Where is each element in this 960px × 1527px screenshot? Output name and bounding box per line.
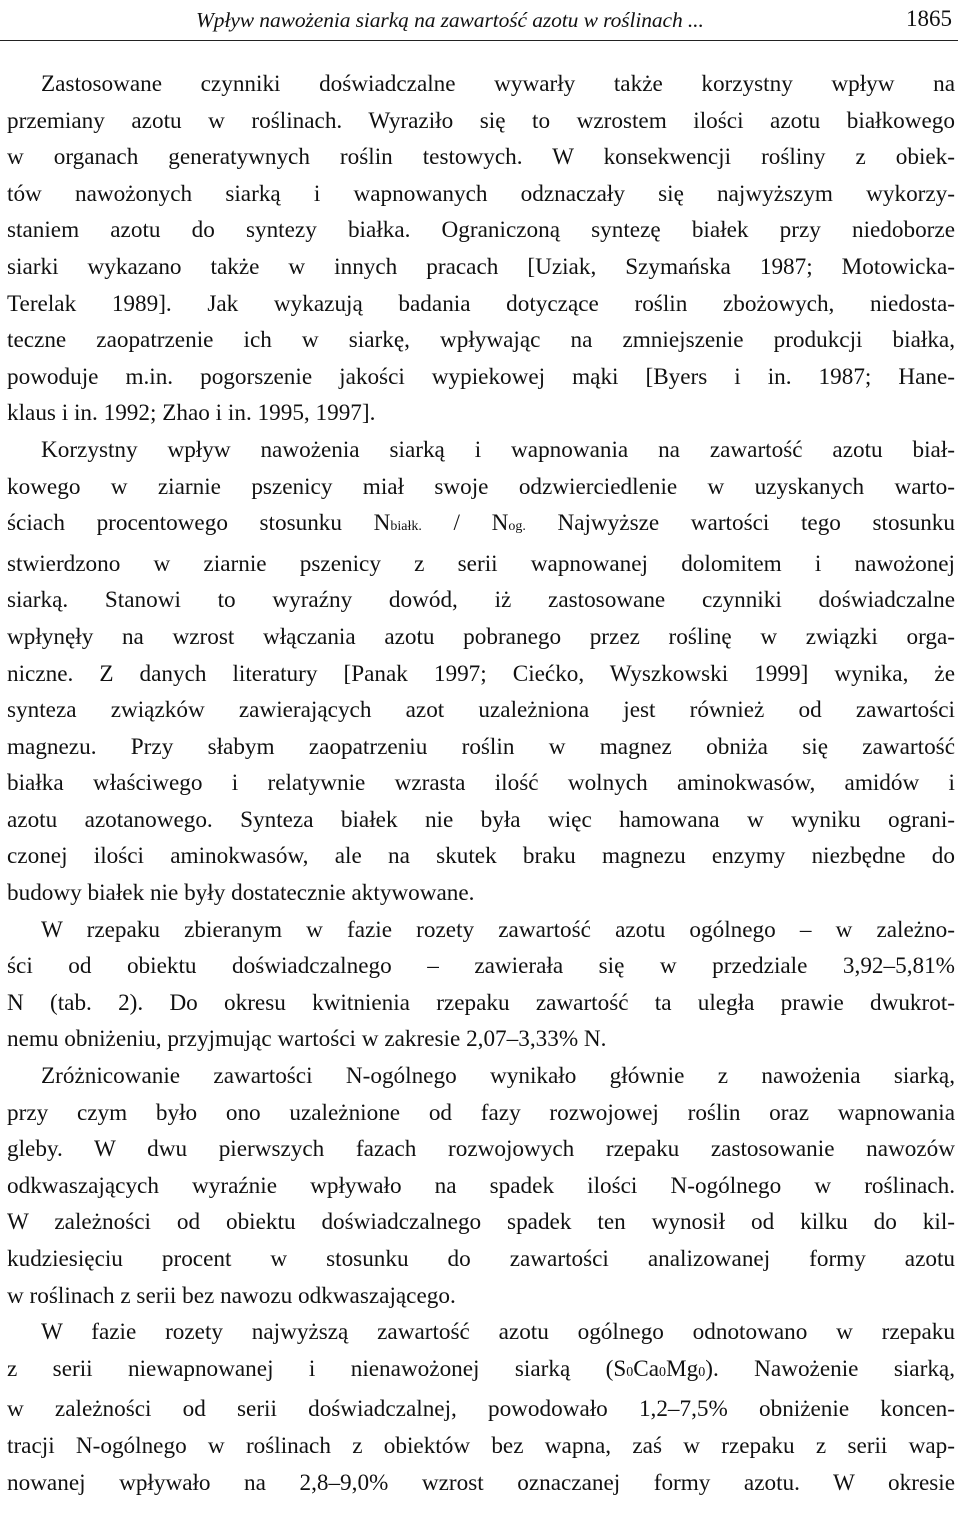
text-line: nemu obniżeniu, przyjmując wartości w zakresie 2,07–3,33% N. (7, 1026, 607, 1053)
text-line: tów nawożonych siarką i wapnowanych odznaczały się najwyższym wykorzy- (7, 180, 955, 207)
text-line: wpłynęły na wzrost włączania azotu pobranego przez roślinę w związki orga- (7, 623, 955, 650)
page-number: 1865 (906, 6, 952, 31)
text-line: synteza związków zawierających azot uzależniona jest również od zawartości (7, 697, 955, 724)
ratio-subscript-protein: białk. (390, 519, 422, 535)
text-line: Zastosowane czynniki doświadczalne wywarły także korzystny wpływ na (41, 71, 955, 97)
ratio-line-after: Najwyższe wartości tego stosunku (525, 510, 955, 537)
running-title: Wpływ nawożenia siarką na zawartość azotu w roślinach ... (196, 8, 704, 32)
text-line: gleby. W dwu pierwszych fazach rozwojowych rzepaku zastosowanie nawozów (7, 1136, 955, 1163)
text-line: odkwaszających wyraźnie wpływało na spadek ilości N-ogólnego w roślinach. (7, 1172, 955, 1199)
text-line: ści od obiektu doświadczalnego – zawierała się w przedziale 3,92–5,81% (7, 953, 955, 980)
text-line: przemiany azotu w roślinach. Wyraziło się to wzrostem ilości azotu białkowego (7, 107, 955, 134)
text-line: powoduje m.in. pogorszenie jakości wypiekowej mąki [Byers i in. 1987; Hane- (7, 363, 955, 390)
text-line: N (tab. 2). Do okresu kwitnienia rzepaku zawartość ta uległa prawie dwukrot- (7, 989, 955, 1016)
ratio-line (7, 505, 955, 546)
text-line: magnezu. Przy słabym zaopatrzeniu roślin w magnez obniża się zawartość (7, 733, 955, 760)
formula-ca: Ca (633, 1355, 660, 1382)
text-line: w zależności od serii doświadczalnej, powodowało 1,2–7,5% obniżenie koncen- (7, 1396, 955, 1423)
paragraph-2 (7, 432, 955, 912)
paragraph-4 (7, 1058, 955, 1314)
paragraph-1 (7, 66, 955, 432)
text-line: stwierdzono w ziarnie pszenicy z serii wapnowanej dolomitem i nawożonej (7, 550, 955, 577)
text-line: siarki wykazano także w innych pracach [Uziak, Szymańska 1987; Motowicka- (7, 253, 955, 280)
text-line: W fazie rozety najwyższą zawartość azotu ogólnego odnotowano w rzepaku (41, 1319, 955, 1346)
text-line: Korzystny wpływ nawożenia siarką i wapnowania na zawartość azotu biał- (41, 436, 955, 463)
ratio-line-before: ściach procentowego stosunku N (7, 510, 391, 537)
formula-line-after: ). Nawożenie siarką, (705, 1355, 955, 1382)
text-line: tracji N-ogólnego w roślinach z obiektów bez wapna, zaś w rzepaku z serii wap- (7, 1432, 955, 1459)
text-line: staniem azotu do syntezy białka. Ograniczoną syntezę białek przy niedoborze (7, 217, 955, 244)
paragraph-3 (7, 912, 955, 1058)
text-line: W zależności od obiektu doświadczalnego spadek ten wynosił od kilku do kil- (7, 1209, 955, 1236)
text-line: nowanej wpływało na 2,8–9,0% wzrost oznaczanej formy azotu. W okresie (7, 1469, 955, 1496)
ratio-line-mid: / N (421, 510, 509, 537)
text-line: w roślinach z serii bez nawozu odkwaszającego. (7, 1282, 456, 1309)
text-line: budowy białek nie były dostatecznie aktywowane. (7, 880, 475, 907)
page-header (0, 6, 958, 41)
formula-line-before: z serii niewapnowanej i nienawożonej siarką (S (7, 1355, 627, 1382)
text-line: siarką. Stanowi to wyraźny dowód, iż zastosowane czynniki doświadczalne (7, 587, 955, 614)
text-line: azotu azotanowego. Synteza białek nie była więc hamowana w wyniku ograni- (7, 806, 955, 833)
formula-subscript-ca: 0 (659, 1364, 667, 1380)
text-line: Terelak 1989]. Jak wykazują badania dotyczące roślin zbożowych, niedosta- (7, 290, 955, 317)
formula-subscript-s: 0 (626, 1364, 634, 1380)
paragraph-5 (7, 1314, 955, 1501)
text-line: niczne. Z danych literatury [Panak 1997; Ciećko, Wyszkowski 1999] wynika, że (7, 660, 955, 687)
text-line: kowego w ziarnie pszenicy miał swoje odzwierciedlenie w uzyskanych warto- (7, 473, 955, 500)
body-text (7, 66, 955, 1501)
text-line: w organach generatywnych roślin testowych. W konsekwencji rośliny z obiek- (7, 144, 955, 171)
text-line: teczne zaopatrzenie ich w siarkę, wpływając na zmniejszenie produkcji białka, (7, 327, 955, 354)
formula-subscript-mg: 0 (698, 1364, 706, 1380)
ratio-subscript-total: og. (508, 519, 526, 535)
formula-line (7, 1351, 955, 1392)
text-line: Zróżnicowanie zawartości N-ogólnego wynikało głównie z nawożenia siarką, (41, 1063, 955, 1090)
text-line: białka właściwego i relatywnie wzrasta ilość wolnych aminokwasów, amidów i (7, 770, 955, 797)
text-line: czonej ilości aminokwasów, ale na skutek braku magnezu enzymy niezbędne do (7, 843, 955, 870)
text-line: klaus i in. 1992; Zhao i in. 1995, 1997]. (7, 400, 376, 427)
text-line: W rzepaku zbieranym w fazie rozety zawartość azotu ogólnego – w zależno- (41, 916, 955, 943)
text-line: przy czym było ono uzależnione od fazy rozwojowej roślin oraz wapnowania (7, 1099, 955, 1126)
formula-mg: Mg (666, 1355, 699, 1382)
text-line: kudziesięciu procent w stosunku do zawartości analizowanej formy azotu (7, 1246, 955, 1272)
